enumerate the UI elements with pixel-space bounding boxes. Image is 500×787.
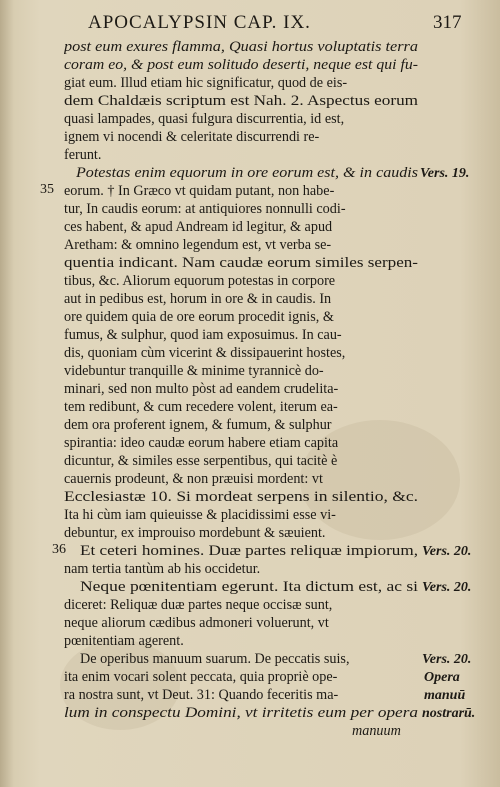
text-line: aut in pedibus est, horum in ore & in caudis. In [64, 291, 332, 307]
text-line: videbuntur tranquille & minime tyrannicè do- [64, 363, 324, 379]
text-line: Aretham: & omnino legendum est, vt verba se- [64, 237, 332, 253]
text-line: ita enim vocari solent peccata, quia propriè ope- [64, 669, 338, 685]
catchword: manuum [352, 723, 401, 739]
text-line: ore quidem quia de ore eorum procedit ignis, & [64, 309, 334, 325]
page-number: 317 [433, 12, 462, 33]
text-line: quentia indicant. Nam caudæ eorum similes serpen- [64, 255, 418, 271]
text-line: neque aliorum cædibus admoneri voluerunt, vt [64, 615, 329, 631]
text-line: nam tertia tantùm ab his occidetur. [64, 561, 261, 577]
text-line: post eum exures flamma, Quasi hortus voluptatis terra [64, 39, 418, 55]
margin-verse-reference: Vers. 20. [422, 580, 472, 595]
margin-verse-reference: Vers. 19. [420, 166, 470, 181]
text-line: coram eo, & post eum solitudo deserti, neque est qui fu- [64, 57, 418, 73]
text-line: giat eum. Illud etiam hic significatur, quod de eis- [64, 75, 348, 91]
text-line: pœnitentiam agerent. [64, 633, 184, 649]
left-margin-verse-number: 36 [52, 542, 66, 557]
text-line: spirantia: ideo caudæ eorum habere etiam capita [64, 435, 339, 451]
text-line: diceret: Reliquæ duæ partes neque occisæ sunt, [64, 597, 333, 613]
margin-gloss: manuū [424, 688, 466, 703]
margin-gloss: nostrarū. [422, 706, 476, 721]
text-line: tem redibunt, & cum recedere volent, iterum ea- [64, 399, 338, 415]
text-line: Et ceteri homines. Duæ partes reliquæ impiorum, [80, 543, 418, 559]
running-title: APOCALYPSIN CAP. IX. [88, 12, 311, 33]
text-line: dem Chaldæis scriptum est Nah. 2. Aspectus eorum [64, 93, 418, 109]
text-line: fumus, & sulphur, quod iam exposuimus. In cau- [64, 327, 342, 343]
text-line: Ita hi cùm iam quieuisse & placidissimi esse vi- [64, 507, 336, 523]
text-line: eorum. † In Græco vt quidam putant, non habe- [64, 183, 335, 199]
text-line: Potestas enim equorum in ore eorum est, & in caudis [76, 165, 418, 181]
text-line: ra nostra sunt, vt Deut. 31: Quando feceritis ma- [64, 687, 339, 703]
margin-verse-reference: Vers. 20. [422, 544, 472, 559]
page-header [0, 0, 500, 38]
text-line: debuntur, ex improuiso mordebunt & sæuient. [64, 525, 326, 541]
text-line: De operibus manuum suarum. De peccatis suis, [80, 651, 350, 667]
text-line: minari, sed non multo pòst ad eandem crudelita- [64, 381, 339, 397]
text-line: dicuntur, & similes esse serpentibus, qui tacitè è [64, 453, 338, 469]
text-line: Neque pœnitentiam egerunt. Ita dictum est, ac si [80, 579, 418, 595]
text-line: tibus, &c. Aliorum equorum potestas in corpore [64, 273, 336, 289]
text-line: ferunt. [64, 147, 102, 163]
margin-gloss: Opera [424, 670, 460, 685]
text-line: dem ora proferent ignem, & fumum, & sulphur [64, 417, 332, 433]
text-line: cauernis prodeunt, & non præuisi mordent: vt [64, 471, 323, 487]
text-line: quasi lampades, quasi fulgura discurrentia, id est, [64, 111, 345, 127]
text-line: ignem vi nocendi & celeritate discurrendi re- [64, 129, 320, 145]
text-line: dis, quoniam cùm vicerint & dissipauerint hostes, [64, 345, 346, 361]
text-line: tur, In caudis eorum: at antiquiores nonnulli codi- [64, 201, 346, 217]
margin-verse-reference: Vers. 20. [422, 652, 472, 667]
text-line: lum in conspectu Domini, vt irritetis eum per opera [64, 705, 418, 721]
left-margin-verse-number: 35 [40, 182, 54, 197]
text-line: Ecclesiastæ 10. Si mordeat serpens in silentio, &c. [64, 489, 418, 505]
text-line: ces habent, & apud Andream id legitur, & apud [64, 219, 333, 235]
